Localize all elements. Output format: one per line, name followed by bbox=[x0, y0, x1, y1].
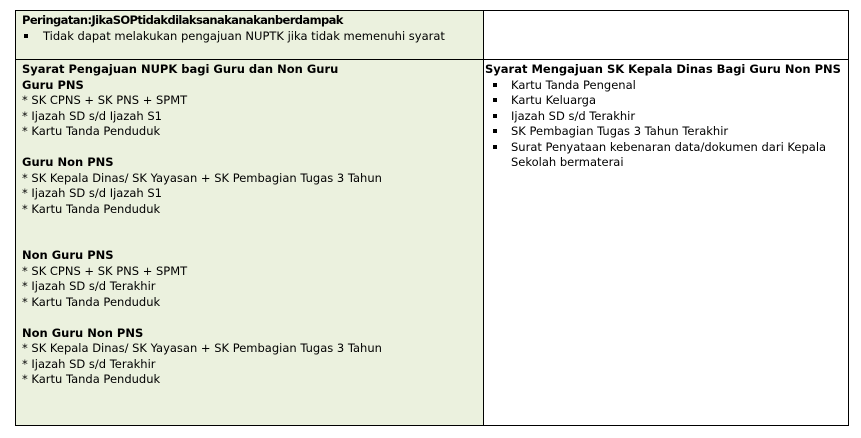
list-item: Surat Penyataan kebenaran data/dokumen dari Kepala Sekolah bermaterai bbox=[485, 140, 848, 171]
warning-cell bbox=[16, 11, 484, 60]
group-line: * Kartu Tanda Penduduk bbox=[22, 294, 161, 309]
group-guru-non-pns bbox=[22, 155, 483, 217]
group-line: * Kartu Tanda Penduduk bbox=[22, 372, 161, 386]
group-heading: Guru PNS bbox=[22, 77, 84, 92]
bullet-square-icon bbox=[493, 129, 497, 133]
nuptk-title: Syarat Pengajuan NUPK bagi Guru dan Non Guru bbox=[22, 62, 339, 76]
nuptk-requirements-cell bbox=[16, 60, 484, 425]
list-item: Kartu Tanda Pengenal bbox=[485, 78, 848, 94]
list-item: SK Pembagian Tugas 3 Tahun Terakhir bbox=[485, 124, 848, 140]
group-line: * Ijazah SD s/d Ijazah S1 bbox=[22, 186, 162, 200]
requirements-table bbox=[15, 10, 849, 426]
group-non-guru-pns bbox=[22, 248, 483, 310]
group-line: * SK CPNS + SK PNS + SPMT bbox=[22, 93, 188, 107]
bullet-square-icon bbox=[493, 145, 497, 149]
group-non-guru-non-pns bbox=[22, 326, 483, 388]
bullet-square-icon bbox=[24, 34, 28, 38]
group-line: * Ijazah SD s/d Terakhir bbox=[22, 279, 156, 293]
group-heading: Guru Non PNS bbox=[22, 155, 114, 169]
group-line: * SK Kepala Dinas/ SK Yayasan + SK Pembagian Tugas 3 Tahun bbox=[22, 341, 382, 355]
sk-kadis-title: Syarat Mengajuan SK Kepala Dinas Bagi Guru Non PNS bbox=[485, 62, 841, 76]
sk-kadis-list bbox=[485, 78, 848, 171]
group-line: * Ijazah SD s/d Ijazah S1 bbox=[22, 108, 162, 123]
warning-title: Peringatan:JikaSOPtidakdilaksanakanakanberdampak bbox=[22, 13, 343, 27]
group-line: * SK CPNS + SK PNS + SPMT bbox=[22, 263, 188, 278]
group-line: * Kartu Tanda Penduduk bbox=[22, 201, 161, 216]
bullet-square-icon bbox=[493, 114, 497, 118]
group-line: * SK Kepala Dinas/ SK Yayasan + SK Pembagian Tugas 3 Tahun bbox=[22, 170, 382, 185]
list-item: Ijazah SD s/d Terakhir bbox=[485, 109, 848, 125]
bullet-square-icon bbox=[493, 98, 497, 102]
group-line: * Kartu Tanda Penduduk bbox=[22, 124, 161, 138]
group-guru-pns bbox=[22, 78, 483, 140]
warning-item: Tidak dapat melakukan pengajuan NUPTK jika tidak memenuhi syarat bbox=[22, 29, 483, 45]
list-item: Kartu Keluarga bbox=[485, 93, 848, 109]
group-heading: Non Guru Non PNS bbox=[22, 325, 144, 340]
sk-kepala-dinas-cell bbox=[484, 60, 848, 425]
group-line: * Ijazah SD s/d Terakhir bbox=[22, 356, 156, 371]
bullet-square-icon bbox=[493, 83, 497, 87]
empty-cell bbox=[484, 11, 848, 60]
group-heading: Non Guru PNS bbox=[22, 248, 114, 262]
warning-list bbox=[22, 29, 483, 45]
